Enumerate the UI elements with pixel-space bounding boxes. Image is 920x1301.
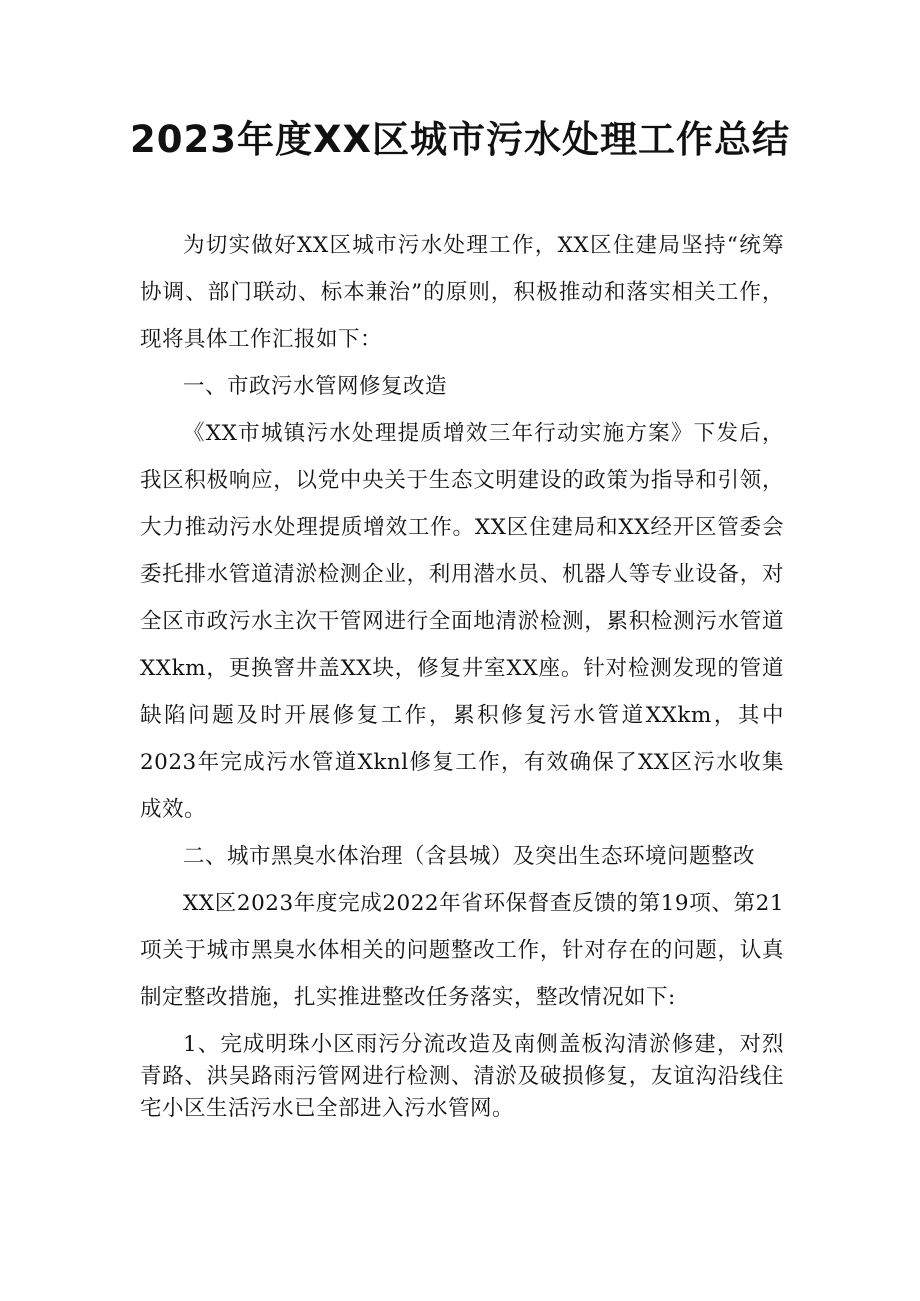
item-1-paragraph: 1、完成明珠小区雨污分流改造及南侧盖板沟清淤修建，对烈青路、洪吴路雨污管网进行检测、清淤及破损修复，友谊沟沿线住宅小区生活污水已全部进入污水管网。 bbox=[140, 1032, 784, 1121]
section-2-heading: 二、城市黑臭水体治理（含县城）及突出生态环境问题整改 bbox=[183, 844, 756, 869]
document-body bbox=[140, 222, 784, 1125]
intro-paragraph: 为切实做好XX区城市污水处理工作，XX区住建局坚持“统筹协调、部门联动、标本兼治”的原则，积极推动和落实相关工作，现将具体工作汇报如下： bbox=[140, 233, 784, 352]
section-1-heading: 一、市政污水管网修复改造 bbox=[183, 374, 448, 399]
section-1-paragraph: 《XX市城镇污水处理提质增效三年行动实施方案》下发后，我区积极响应，以党中央关于生态文明建设的政策为指导和引领，大力推动污水处理提质增效工作。XX区住建局和XX经开区管委会委托排水管道清淤检测企业，利用潜水员、机器人等专业设备，对全区市政污水主次干管网进行全面地清淤检测，累积检测污水管道XXkm，更换窨井盖XX块，修复井室XX座。针对检测发现的管道缺陷问题及时开展修复工作，累积修复污水管道XXkm，其中2023年完成污水管道Xknl修复工作，有效确保了XX区污水收集成效。 bbox=[140, 421, 784, 822]
document-title: 2023年度XX区城市污水处理工作总结 bbox=[129, 118, 791, 161]
section-2-paragraph: XX区2023年度完成2022年省环保督查反馈的第19项、第21项关于城市黑臭水体相关的问题整改工作，针对存在的问题，认真制定整改措施，扎实推进整改任务落实，整改情况如下: bbox=[140, 891, 784, 1010]
